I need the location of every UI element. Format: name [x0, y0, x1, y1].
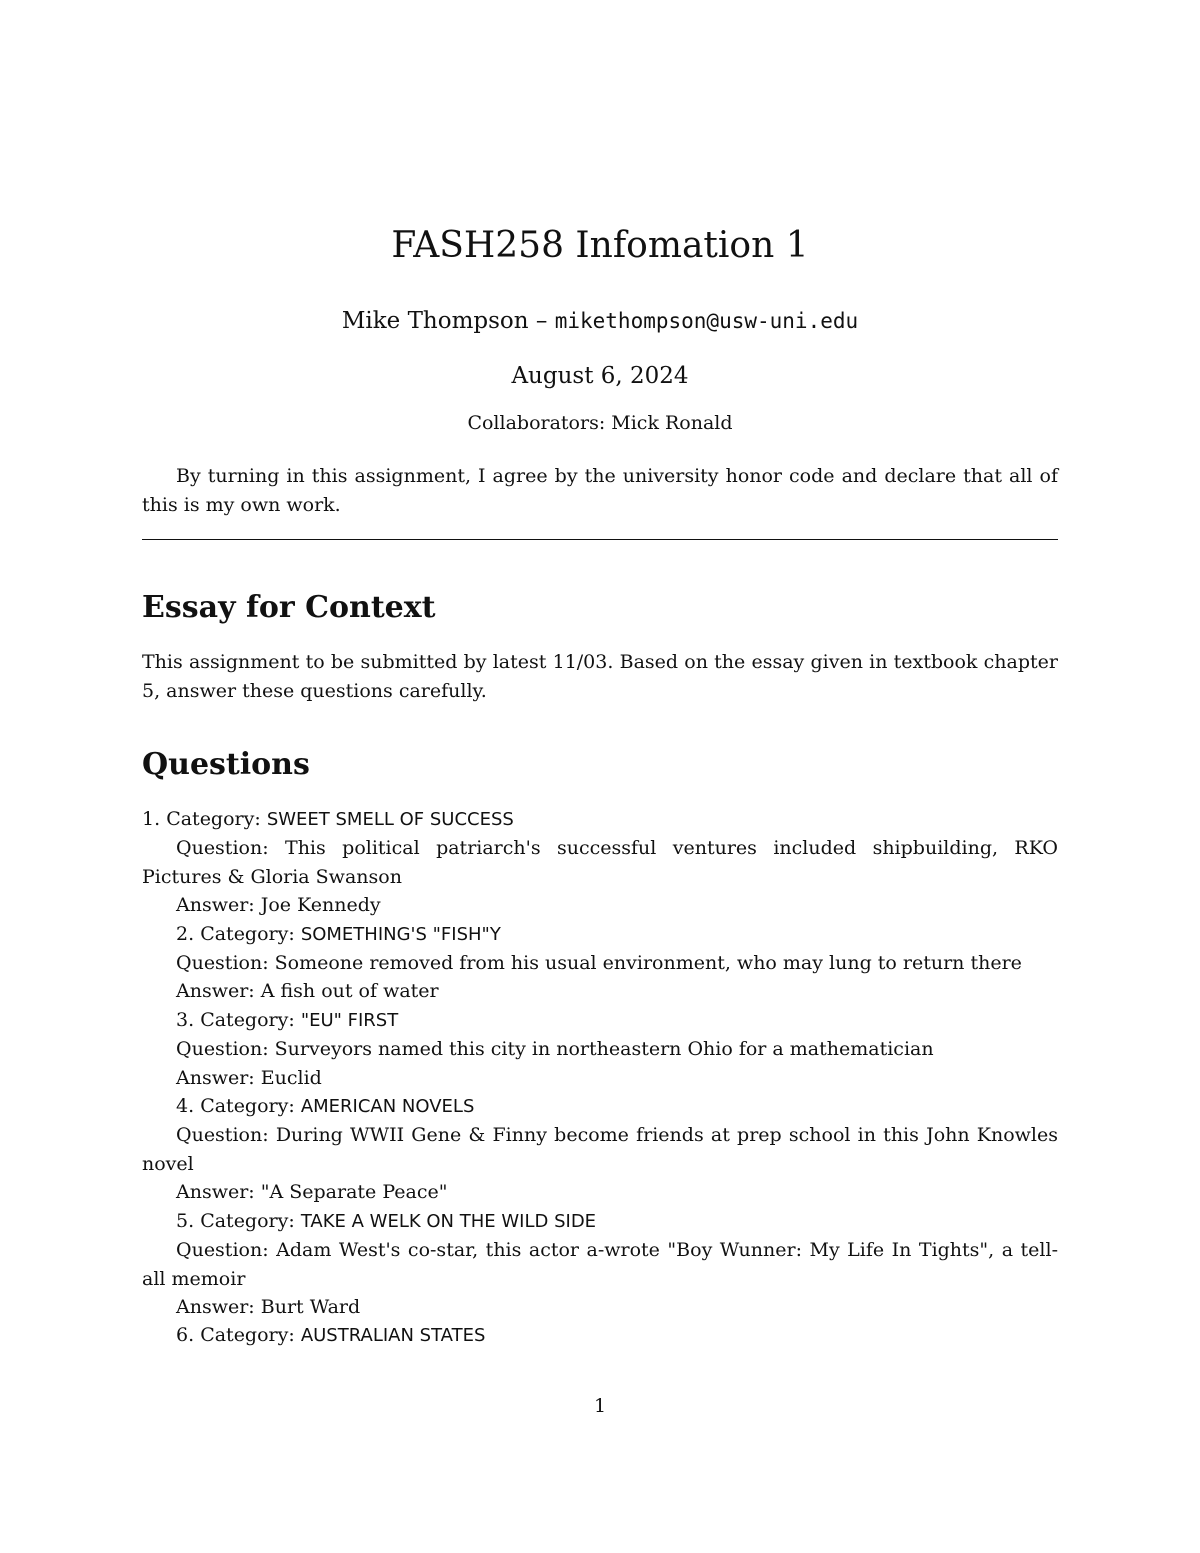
document-title: FASH258 Infomation 1: [391, 225, 809, 266]
category-value: AUSTRALIAN STATES: [300, 1325, 486, 1347]
question-line: [142, 1121, 1058, 1178]
question-line: [142, 1035, 1058, 1063]
category-line: [142, 805, 1058, 834]
question-list: [142, 805, 1058, 1351]
horizontal-rule: [142, 539, 1058, 540]
question-text: Surveyors named this city in northeastern Ohio for a mathematician: [274, 1038, 934, 1061]
page-number: 1: [593, 1395, 607, 1417]
category-label: Category:: [200, 922, 295, 945]
question-text: This political patriarch's successful ventures included shipbuilding, RKO Pictures & Gloria Swanson: [142, 837, 1058, 888]
item-number: 6.: [176, 1324, 195, 1347]
honor-statement: By turning in this assignment, I agree by the university honor code and declare that all of this is my own work.: [142, 465, 1058, 516]
category-line: [142, 1207, 1058, 1236]
answer-text: A fish out of water: [260, 980, 439, 1003]
answer-line: [142, 891, 1058, 919]
category-line: [142, 1006, 1058, 1035]
answer-label: Answer:: [176, 1295, 255, 1318]
question-label: Question:: [176, 1124, 269, 1147]
author-name: Mike Thompson: [341, 308, 529, 334]
section-title-questions: Questions: [142, 747, 310, 782]
item-number: 5.: [176, 1209, 195, 1232]
category-value: SOMETHING'S "FISH"Y: [300, 923, 501, 945]
answer-label: Answer:: [176, 1066, 255, 1089]
question-label: Question:: [176, 1038, 269, 1061]
item-number: 2.: [176, 922, 195, 945]
item-number: 1.: [142, 808, 161, 830]
category-value: "EU" FIRST: [300, 1009, 399, 1031]
document-date: August 6, 2024: [511, 363, 689, 389]
section-title-context: Essay for Context: [142, 590, 436, 625]
author-email: mikethompson@usw-uni.edu: [554, 309, 859, 333]
answer-text: Joe Kennedy: [260, 894, 381, 917]
author-separator: –: [535, 308, 548, 334]
question-text: During WWII Gene & Finny become friends at prep school in this John Knowles novel: [142, 1124, 1059, 1175]
question-line: [142, 949, 1058, 977]
category-label: Category:: [200, 1324, 295, 1347]
question-line: [142, 834, 1058, 891]
category-value: AMERICAN NOVELS: [300, 1096, 475, 1118]
question-label: Question:: [176, 837, 269, 860]
author-line: [142, 305, 1058, 337]
item-number: 3.: [176, 1008, 195, 1031]
category-value: SWEET SMELL OF SUCCESS: [266, 809, 514, 830]
category-label: Category:: [200, 1209, 295, 1232]
answer-text: Burt Ward: [260, 1295, 361, 1318]
category-line: [142, 1092, 1058, 1121]
item-number: 4.: [176, 1095, 195, 1118]
answer-label: Answer:: [176, 894, 255, 917]
category-label: Category:: [166, 808, 261, 830]
category-line: [142, 920, 1058, 949]
answer-line: [142, 977, 1058, 1005]
question-line: [142, 1236, 1058, 1293]
answer-line: [142, 1178, 1058, 1206]
question-text: Adam West's co-star, this actor a-wrote "Boy Wunner: My Life In Tights", a tell-all memoir: [142, 1239, 1058, 1290]
answer-text: "A Separate Peace": [260, 1181, 448, 1204]
collaborators: Collaborators: Mick Ronald: [467, 412, 733, 434]
question-text: Someone removed from his usual environment, who may lung to return there: [274, 952, 1022, 975]
answer-line: [142, 1293, 1058, 1321]
answer-label: Answer:: [176, 980, 255, 1003]
context-paragraph: This assignment to be submitted by latest 11/03. Based on the essay given in textbook chapter 5, answer these questions carefully.: [142, 651, 1058, 702]
category-line: [142, 1321, 1058, 1350]
answer-label: Answer:: [176, 1181, 255, 1204]
question-label: Question:: [176, 1239, 269, 1262]
question-label: Question:: [176, 952, 269, 975]
answer-text: Euclid: [260, 1066, 322, 1089]
category-label: Category:: [200, 1095, 295, 1118]
category-label: Category:: [200, 1008, 295, 1031]
answer-line: [142, 1064, 1058, 1092]
category-value: TAKE A WELK ON THE WILD SIDE: [300, 1210, 597, 1232]
